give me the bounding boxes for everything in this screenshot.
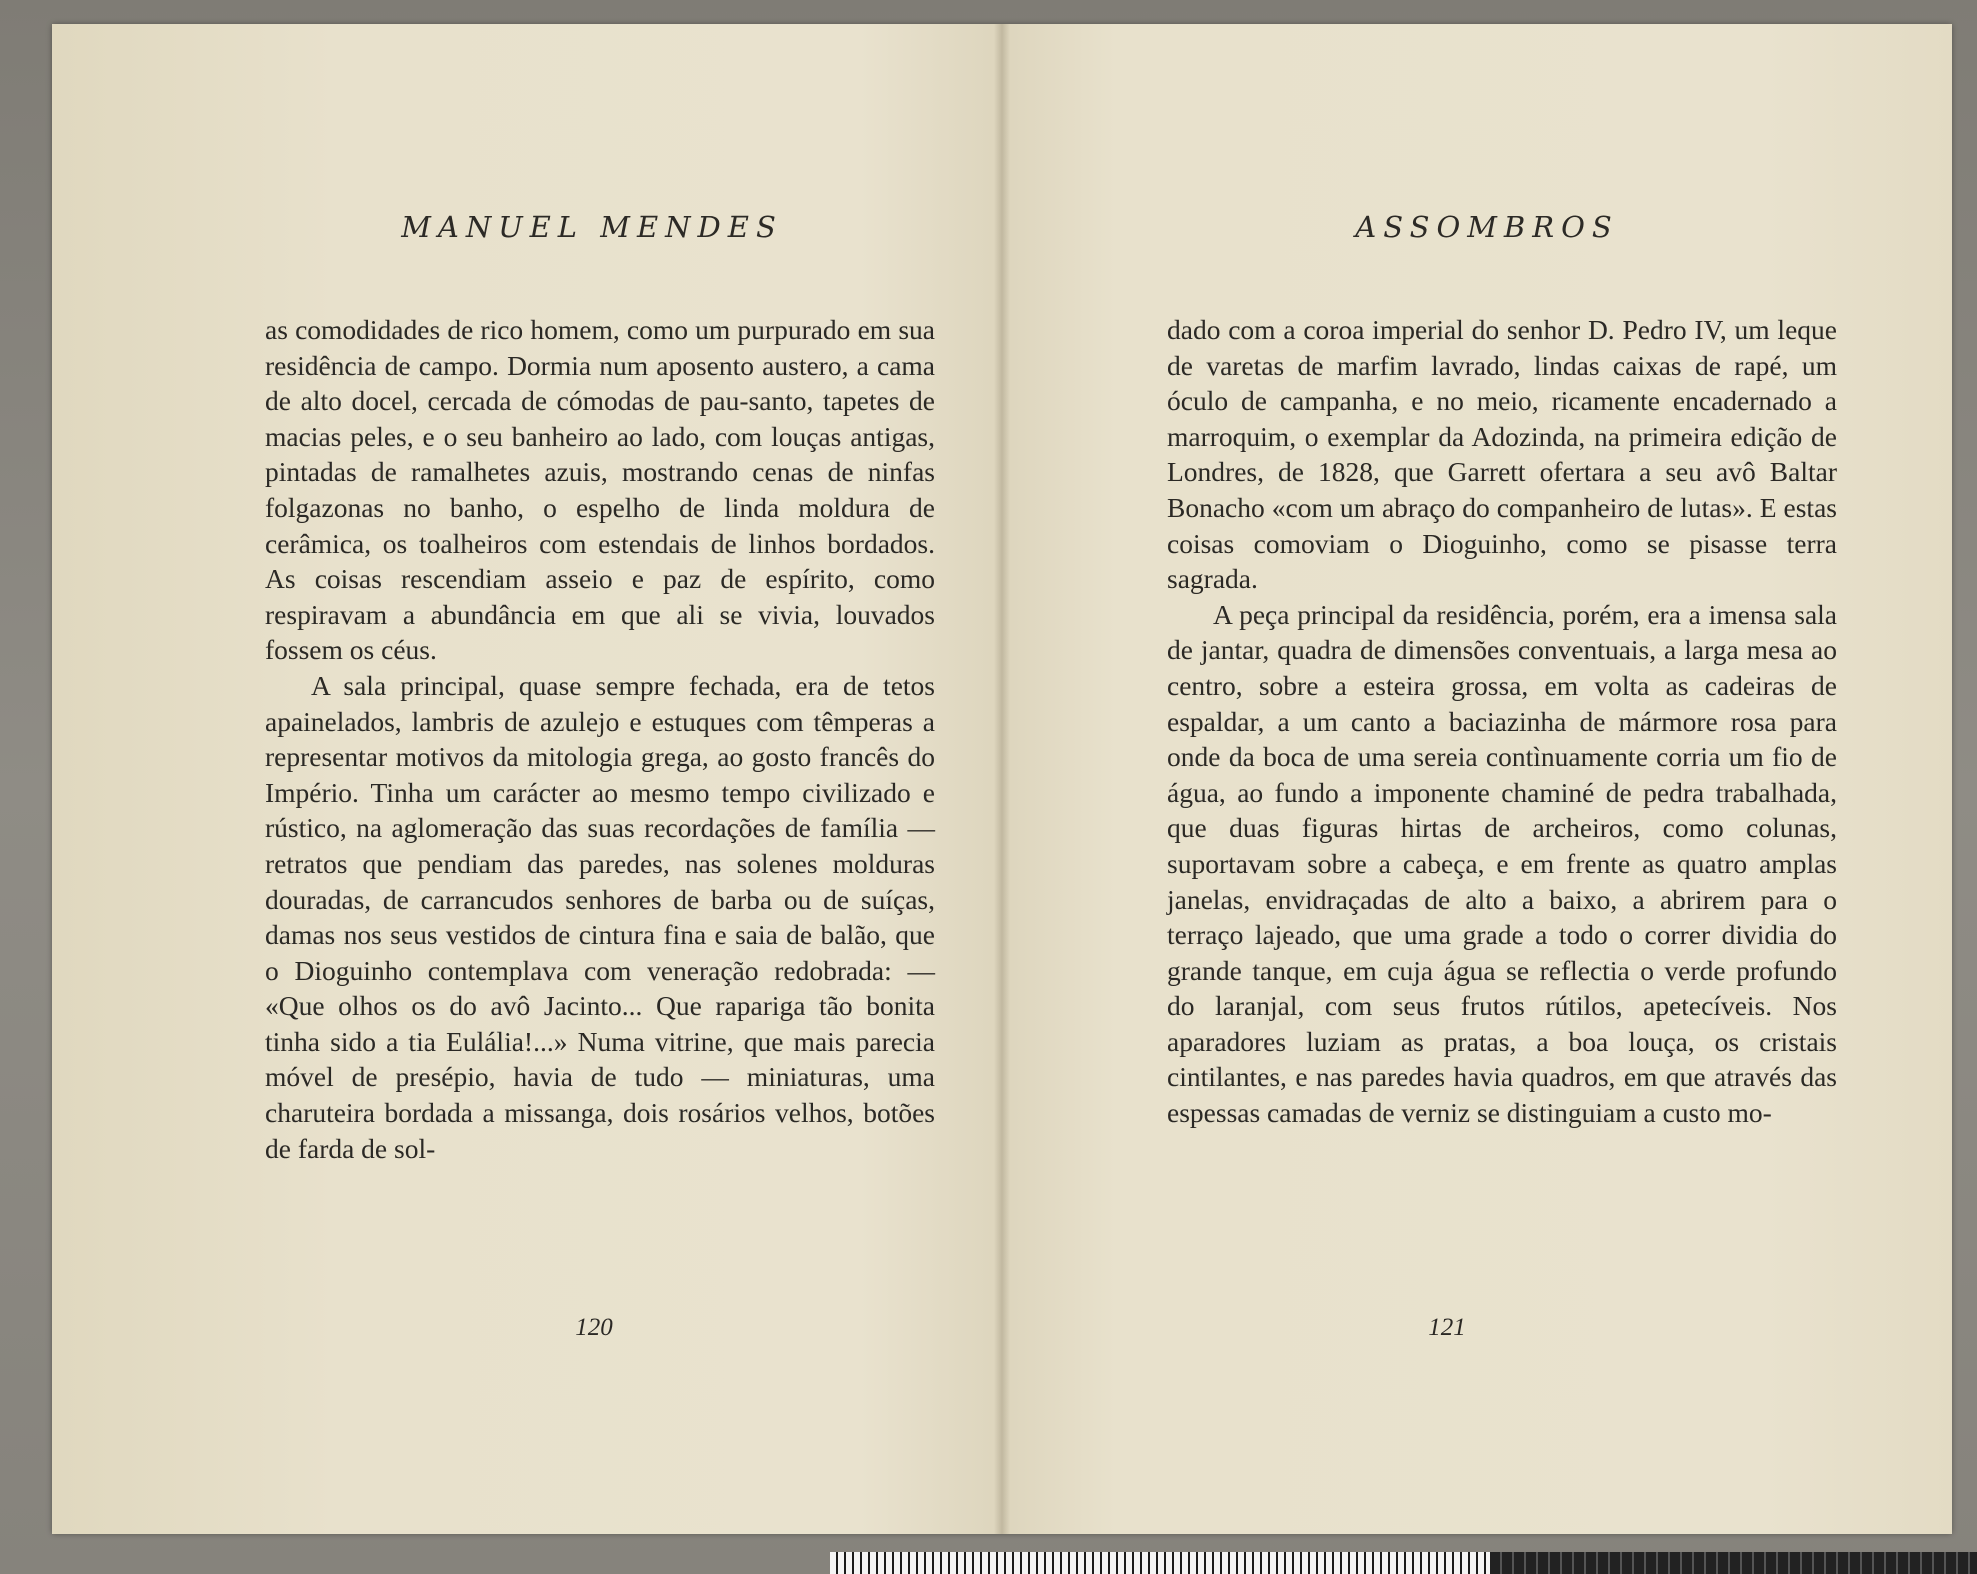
right-page [1002, 24, 1952, 1534]
left-paragraph-1: as comodidades de rico homem, como um purpurado em sua residência de campo. Dormia num aposento austero, a cama de alto docel, cercada de cómodas de pau-santo, tapetes de macias peles, e o seu banheiro ao lado, com louças antigas, pintadas de ramalhetes azuis, mostrando cenas de ninfas folgazonas no banho, o espelho de linda moldura de cerâmica, os toalheiros com estendais de linhos bordados. As coisas rescendiam asseio e paz de espírito, como respiravam a abundância em que ali se vivia, louvados fossem os céus. [265, 314, 935, 666]
book-gutter [994, 24, 1010, 1534]
left-paragraph-2: A sala principal, quase sempre fechada, era de tetos apainelados, lambris de azulejo e estuques com têmperas a representar motivos da mitologia grega, ao gosto francês do Império. Tinha um carácter ao mesmo tempo civilizado e rústico, na aglomeração das suas recordações de família — retratos que pendiam das paredes, nas solenes molduras douradas, de carrancudos senhores de barba ou de suíças, damas nos seus vestidos de cintura fina e saia de balão, que o Dioguinho contemplava com veneração redobrada: — «Que olhos os do avô Jacinto... Que rapariga tão bonita tinha sido a tia Eulália!...» Numa vitrine, que mais parecia móvel de presépio, havia de tudo — miniaturas, uma charuteira bordada a missanga, dois rosários velhos, botões de farda de sol- [265, 669, 935, 1164]
left-page [52, 24, 1002, 1534]
left-page-number: 120 [575, 1314, 613, 1341]
right-paragraph-1: dado com a coroa imperial do senhor D. Pedro IV, um leque de varetas de marfim lavrado, lindas caixas de rapé, um óculo de campanha, e no meio, ricamente encadernado a marroquim, o exemplar da Adozinda, na primeira edição de Londres, de 1828, que Garrett ofertara a seu avô Baltar Bonacho «com um abraço do companheiro de lutas». E estas coisas comoviam o Dioguinho, como se pisasse terra sagrada. [1167, 314, 1837, 595]
left-running-head: MANUEL MENDES [401, 210, 783, 244]
right-running-head: ASSOMBROS [1355, 210, 1619, 244]
right-paragraph-2: A peça principal da residência, porém, era a imensa sala de jantar, quadra de dimensões conventuais, a larga mesa ao centro, sobre a esteira grossa, em volta as cadeiras de espaldar, a um canto a baciazinha de mármore rosa para onde da boca de uma sereia contìnuamente corria um fio de água, ao fundo a imponente chaminé de pedra trabalhada, que duas figuras hirtas de archeiros, como colunas, suportavam sobre a cabeça, e em frente as quatro amplas janelas, envidraçadas de alto a baixo, a abrirem para o terraço lajeado, que uma grade a todo o correr dividia do grande tanque, em cuja água se reflectia o verde profundo do laranjal, com seus frutos rútilos, apetecíveis. Nos aparadores luziam as pratas, a boa louça, os cristais cintilantes, e nas paredes havia quadros, em que através das espessas camadas de verniz se distinguiam a custo mo- [1167, 598, 1837, 1129]
right-page-number: 121 [1428, 1314, 1466, 1341]
left-text-block [265, 312, 935, 1166]
book-spread [52, 24, 1952, 1534]
scan-scale-ruler-dark [1490, 1552, 1977, 1574]
right-text-block [1167, 312, 1837, 1131]
